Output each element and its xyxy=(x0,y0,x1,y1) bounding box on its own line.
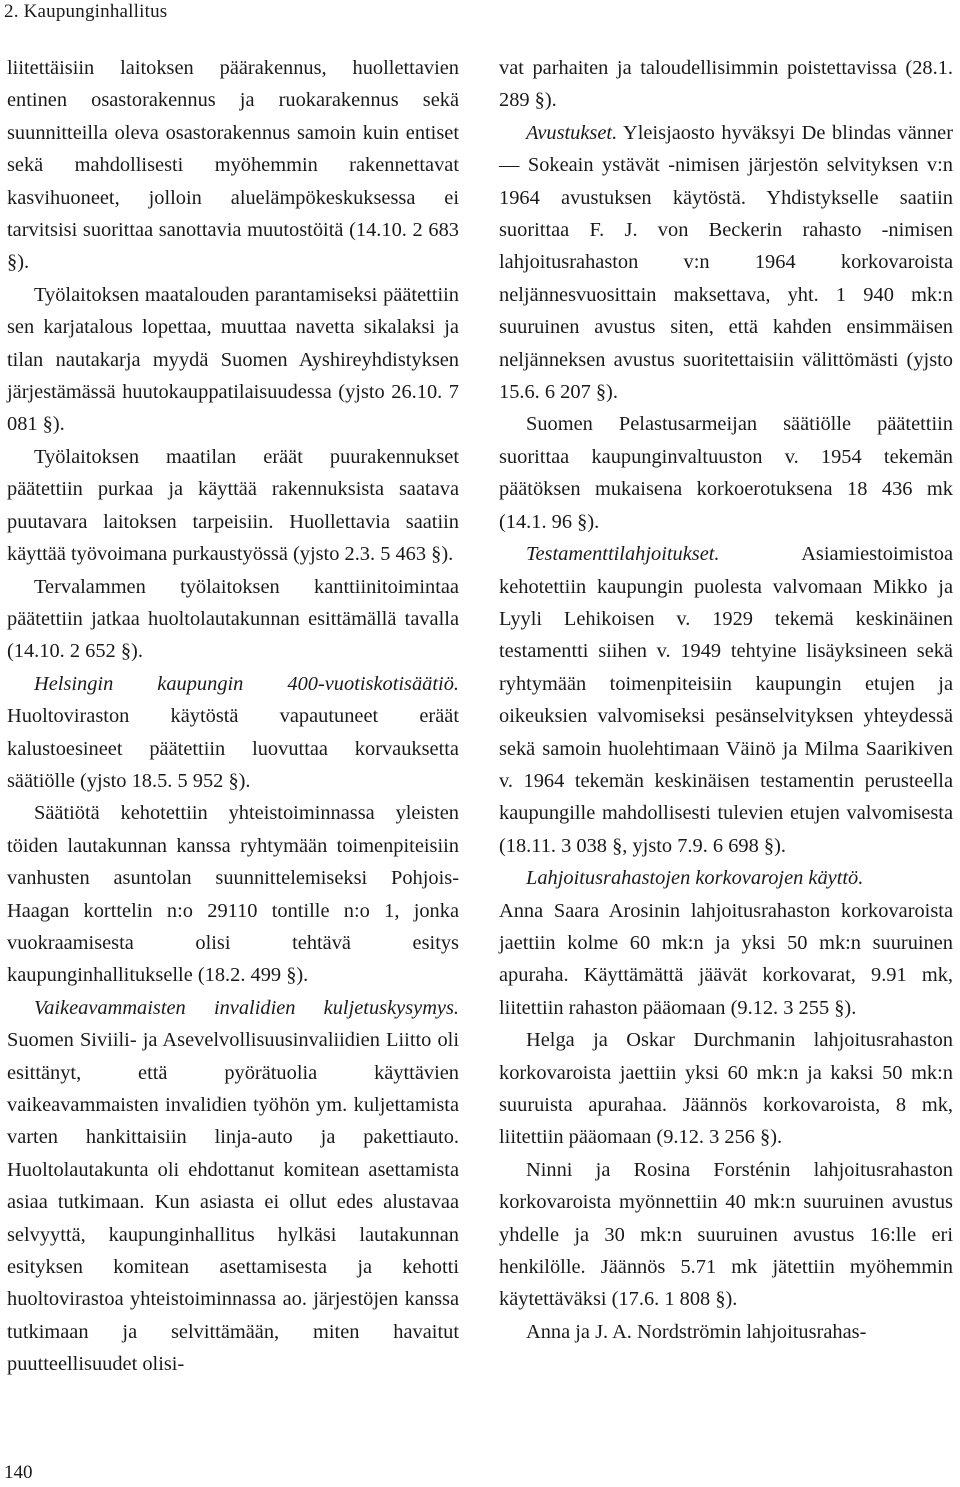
section-paragraph xyxy=(7,668,459,798)
running-header: 2. Kaupunginhallitus xyxy=(4,1,168,22)
section-paragraph xyxy=(499,117,953,409)
section-heading: Vaikeavammaisten invalidien kuljetuskysymys. xyxy=(34,996,459,1019)
paragraph: Työlaitoksen maatilan eräät puurakennukset päätettiin purkaa ja käyttää rakennuksista saatava puutavara laitoksen tarpeisiin. Huollettavia saatiin käyttää työvoimana purkaustyössä (yjsto 2.3. 5 463 §). xyxy=(7,445,459,566)
paragraph: vat parhaiten ja taloudellisimmin poistettavissa (28.1. 289 §). xyxy=(499,57,953,112)
section-heading-line xyxy=(499,862,953,894)
paragraph: liitettäisiin laitoksen päärakennus, huollettavien entinen osastorakennus ja ruokarakennus sekä suunnitteilla oleva osastorakennus samoin kuin entiset sekä mahdollisesti myöhemmin rakennettavat kasvihuoneet, jolloin aluelämpökeskuksessa ei tarvitsisi suorittaa sanottavia muutostöitä (14.10. 2 683 §). xyxy=(7,57,459,274)
section-heading: Helsingin kaupungin 400-vuotiskotisäätiö. xyxy=(34,672,459,695)
section-paragraph xyxy=(499,538,953,862)
paragraph-text: Suomen Siviili- ja Asevelvollisuusinvaliidien Liitto oli esittänyt, että pyörätuolia käyttävien vaikeavammaisten invalidien työhön ym. kuljettamista varten hankittaisiin linja-auto ja pakettiauto. Huoltolautakunta oli ehdottanut komitean asettamista asiaa tutkimaan. Kun asiasta ei ollut edes alustavaa selvyyttä, kaupunginhallitus hylkäsi lautakunnan esityksen komitean asettamisesta ja kehotti huoltovirastoa yhteistoiminnassa ao. järjestöjen kanssa tutkimaan ja selvittämään, miten havaitut puutteellisuudet olisi- xyxy=(7,1029,459,1376)
section-heading: Testamenttilahjoitukset. xyxy=(526,543,720,566)
paragraph-text: Huoltoviraston käytöstä vapautuneet eräät kalustoesineet päätettiin luovuttaa korvauksetta säätiölle (yjsto 18.5. 5 952 §). xyxy=(7,705,459,792)
paragraph: Ninni ja Rosina Forsténin lahjoitusrahaston korkovaroista myönnettiin 40 mk:n suuruinen avustus yhdelle ja 30 mk:n suuruinen avustus 16:lle eri henkilölle. Jäännös 5.71 mk jätettiin myöhemmin käytettäväksi (17.6. 1 808 §). xyxy=(499,1158,953,1311)
paragraph: Anna Saara Arosinin lahjoitusrahaston korkovaroista jaettiin kolme 60 mk:n ja yksi 50 mk:n suuruinen apuraha. Käyttämättä jäävät korkovarat, 9.91 mk, liitettiin rahaston pääomaan (9.12. 3 255 §). xyxy=(499,899,953,1019)
paragraph-text: Yleisjaosto hyväksyi De blindas vänner — Sokeain ystävät -nimisen järjestön selvityksen v:n 1964 avustuksen käytöstä. Yhdistykselle saatiin suorittaa F. J. von Beckerin rahasto -nimisen lahjoitusrahaston v:n 1964 korkovaroista neljännesvuosittain maksettava, yht. 1 940 mk:n suuruinen avustus siten, että kahden ensimmäisen neljänneksen avustus suoritettaisiin välittömästi (yjsto 15.6. 6 207 §). xyxy=(499,121,954,404)
paragraph: Suomen Pelastusarmeijan säätiölle päätettiin suorittaa kaupunginvaltuuston v. 1954 tekemän päätöksen mukaisena korkoerotuksena 18 436 mk (14.1. 96 §). xyxy=(499,413,953,533)
paragraph: Helga ja Oskar Durchmanin lahjoitusrahaston korkovaroista jaettiin yksi 60 mk:n ja kaksi 50 mk:n suuruista apurahaa. Jäännös korkovaroista, 8 mk, liitettiin pääomaan (9.12. 3 256 §). xyxy=(499,1029,953,1149)
paragraph: Työlaitoksen maatalouden parantamiseksi päätettiin sen karjatalous lopettaa, muuttaa navetta sikalaksi ja tilan nautakarja myydä Suomen Ayshireyhdistyksen järjestämässä huutokauppatilaisuudessa (yjsto 26.10. 7 081 §). xyxy=(7,283,459,436)
page-number: 140 xyxy=(4,1462,33,1483)
paragraph: Säätiötä kehotettiin yhteistoiminnassa yleisten töiden lautakunnan kanssa ryhtymään toimenpiteisiin vanhusten asuntolan suunnittelemiseksi Pohjois-Haagan korttelin n:o 29110 tontille n:o 1, jonka vuokraamisesta olisi tehtävä esitys kaupunginhallitukselle (18.2. 499 §). xyxy=(7,802,459,987)
right-column xyxy=(499,52,953,1348)
paragraph-text: Asiamiestoimistoa kehotettiin kaupungin puolesta valvomaan Mikko ja Lyyli Lehikoisen v. 1929 tekemä keskinäinen testamentti siihen v. 1949 tehtyine lisäyksineen sekä ryhtymään toimenpiteisiin kaupungin etujen ja oikeuksien valvomiseksi pesänselvityksen yhteydessä sekä samoin huolehtimaan Väinö ja Milma Saarikiven v. 1964 tekemän keskinäisen testamentin perusteella kaupungille mahdollisesti tulevien etujen valvomisesta (18.11. 3 038 §, yjsto 7.9. 6 698 §). xyxy=(499,543,953,857)
section-heading: Avustukset. xyxy=(526,121,618,144)
left-column xyxy=(7,52,459,1381)
section-paragraph xyxy=(7,992,459,1381)
paragraph: Anna ja J. A. Nordströmin lahjoitusrahas- xyxy=(526,1320,867,1343)
section-heading: Lahjoitusrahastojen korkovarojen käyttö. xyxy=(526,867,864,890)
paragraph: Tervalammen työlaitoksen kanttiinitoimintaa päätettiin jatkaa huoltolautakunnan esittämällä tavalla (14.10. 2 652 §). xyxy=(7,575,459,663)
